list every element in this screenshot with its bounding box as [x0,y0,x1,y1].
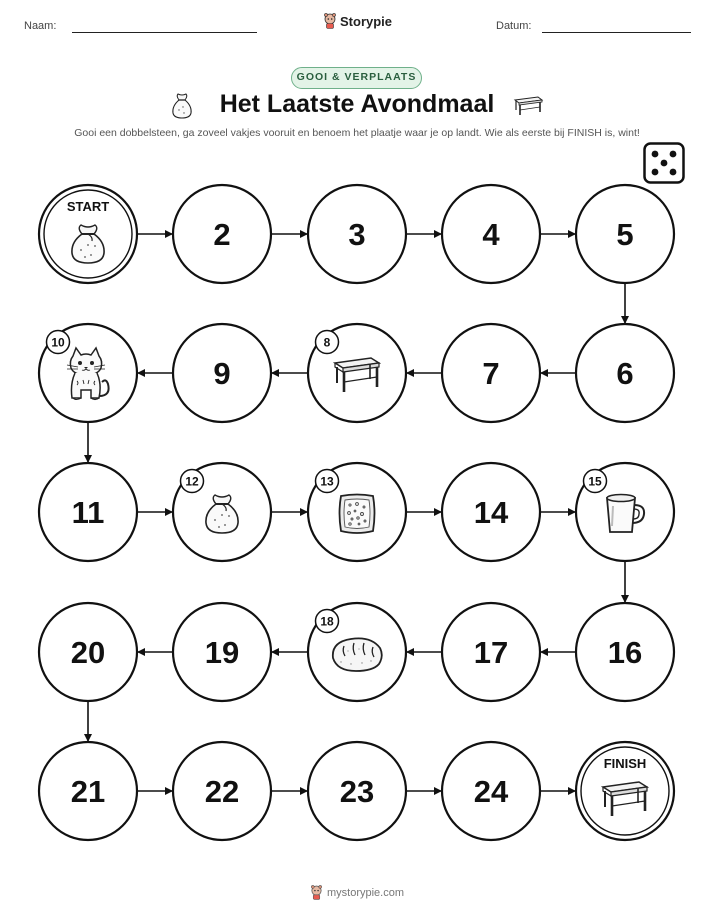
space-number: 12 [185,474,199,489]
board-space [308,463,406,561]
space-number: 9 [213,356,231,391]
board-space [173,603,271,701]
space-number: 24 [473,774,509,809]
board-space [39,742,137,840]
game-type-badge: GOOI & VERPLAATS [291,67,422,89]
board-space [576,185,674,283]
space-number: 16 [607,635,643,670]
board-space [308,185,406,283]
space-number: 17 [473,635,509,670]
page-title: Het Laatste Avondmaal [219,90,495,118]
space-number: 7 [482,356,500,391]
board-space [173,185,271,283]
board-space [576,603,674,701]
bread-slice-icon [340,495,375,534]
start-label: START [66,199,110,214]
storypie-mascot-icon [310,885,323,900]
space-number: 11 [71,495,105,530]
finish-space [576,742,674,840]
start-space [39,185,137,283]
board-space [173,742,271,840]
board-space [442,324,540,422]
board-space [442,603,540,701]
bread-loaf-icon [333,638,382,671]
space-number: 2 [213,217,231,252]
space-number: 23 [339,774,375,809]
space-number: 3 [348,217,366,252]
space-number: 8 [323,335,331,350]
board-space [39,603,137,701]
board-space [576,463,674,561]
board-space [442,742,540,840]
space-number: 10 [51,335,65,350]
board-space [308,324,406,422]
footer [310,885,404,900]
space-number: 14 [473,495,509,530]
board-space [442,185,540,283]
space-number: 4 [482,217,500,252]
space-number: 5 [616,217,634,252]
board-space [442,463,540,561]
space-number: 13 [320,474,334,489]
date-label: Datum: [496,20,532,32]
space-number: 22 [204,774,240,809]
board-spaces [39,185,674,840]
instructions: Gooi een dobbelsteen, ga zoveel vakjes vooruit en benoem het plaatje waar je op landt. Wie als eerste bij FINISH is, wint! [74,127,640,139]
board-space [173,324,271,422]
finish-label: FINISH [603,756,647,771]
space-number: 19 [204,635,240,670]
board-space [308,742,406,840]
board-space [576,324,674,422]
board-space [173,463,271,561]
board-space [39,463,137,561]
space-number: 18 [320,614,334,629]
board-space [308,603,406,701]
space-number: 20 [70,635,106,670]
space-number: 6 [616,356,634,391]
space-number: 15 [588,474,602,489]
brand-name: Storypie [340,13,393,29]
board-space [39,324,137,422]
space-number: 21 [70,774,106,809]
name-label: Naam: [24,20,57,32]
footer-url: mystorypie.com [327,886,405,899]
